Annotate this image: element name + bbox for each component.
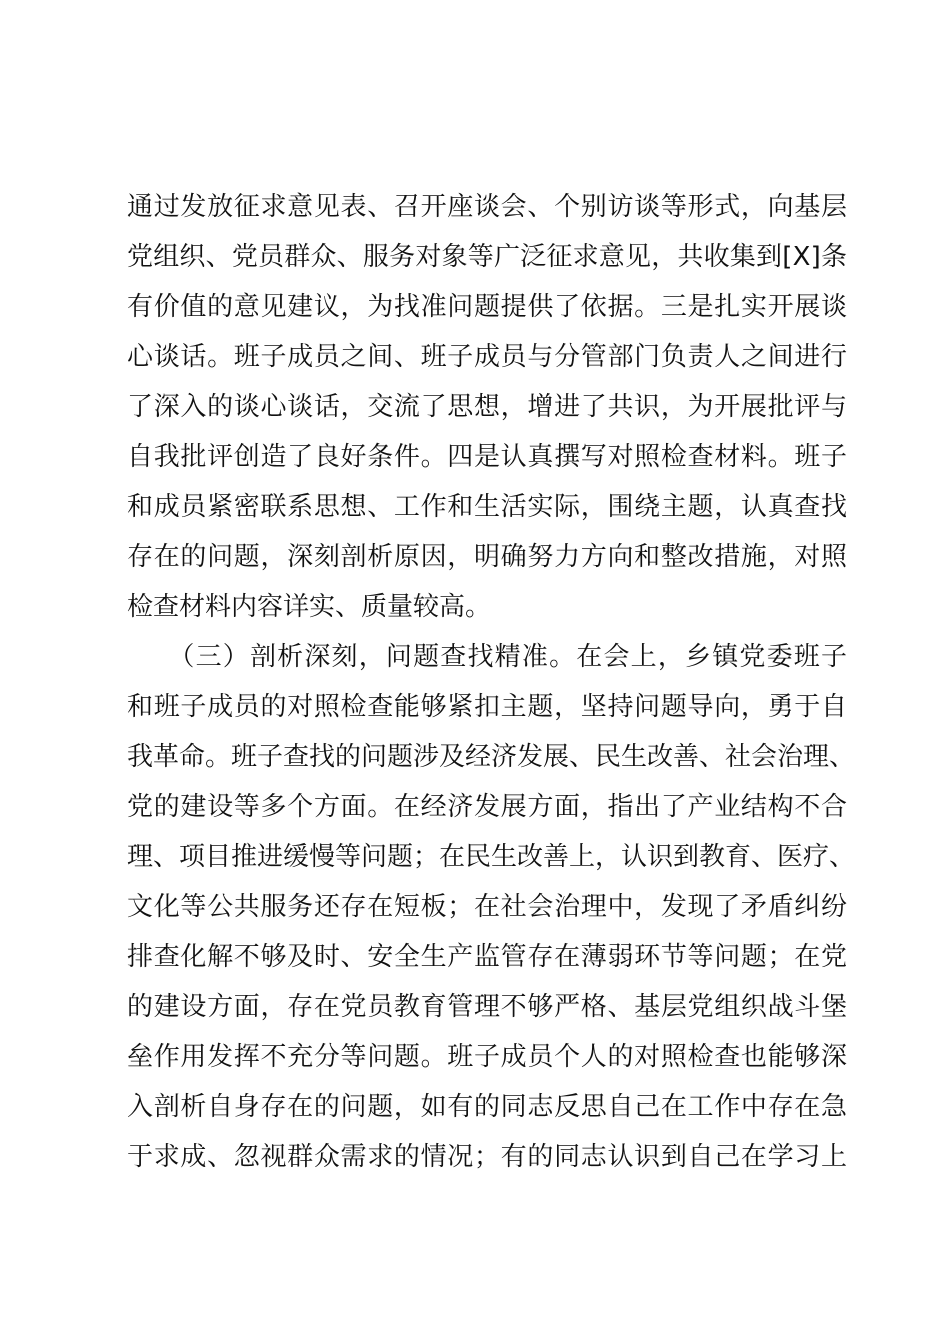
section-heading-line: （三）剖析深刻，问题查找精准。在会上，乡镇党委班子 [127, 642, 849, 672]
text-line: 的建设方面，存在党员教育管理不够严格、基层党组织战斗堡 [127, 992, 848, 1022]
text-line: 于求成、忽视群众需求的情况；有的同志认识到自己在学习上 [127, 1142, 848, 1172]
text-line: 和成员紧密联系思想、工作和生活实际，围绕主题，认真查找 [127, 492, 848, 522]
text-line: 党组织、党员群众、服务对象等广泛征求意见，共收集到[X]条 [127, 242, 848, 272]
text-line: 入剖析自身存在的问题，如有的同志反思自己在工作中存在急 [127, 1092, 848, 1122]
text-line: 自我批评创造了良好条件。四是认真撰写对照检查材料。班子 [127, 442, 848, 472]
text-line: 和班子成员的对照检查能够紧扣主题，坚持问题导向，勇于自 [127, 692, 848, 722]
text-line: 我革命。班子查找的问题涉及经济发展、民生改善、社会治理、 [127, 742, 856, 772]
text-line: 有价值的意见建议，为找准问题提供了依据。三是扎实开展谈 [127, 292, 848, 322]
text-line: 通过发放征求意见表、召开座谈会、个别访谈等形式，向基层 [127, 192, 848, 222]
text-line: 垒作用发挥不充分等问题。班子成员个人的对照检查也能够深 [127, 1042, 848, 1072]
text-line: 文化等公共服务还存在短板；在社会治理中，发现了矛盾纠纷 [127, 892, 848, 922]
text-line: 检查材料内容详实、质量较高。 [127, 592, 492, 622]
text-line: 存在的问题，深刻剖析原因，明确努力方向和整改措施，对照 [127, 542, 848, 572]
text-line: 排查化解不够及时、安全生产监管存在薄弱环节等问题；在党 [127, 942, 848, 972]
text-line: 党的建设等多个方面。在经济发展方面，指出了产业结构不合 [127, 792, 848, 822]
text-line: 心谈话。班子成员之间、班子成员与分管部门负责人之间进行 [127, 342, 848, 372]
document-body [127, 182, 856, 1182]
text-line: 了深入的谈心谈话，交流了思想，增进了共识，为开展批评与 [127, 392, 848, 422]
text-line: 理、项目推进缓慢等问题；在民生改善上，认识到教育、医疗、 [127, 842, 856, 872]
